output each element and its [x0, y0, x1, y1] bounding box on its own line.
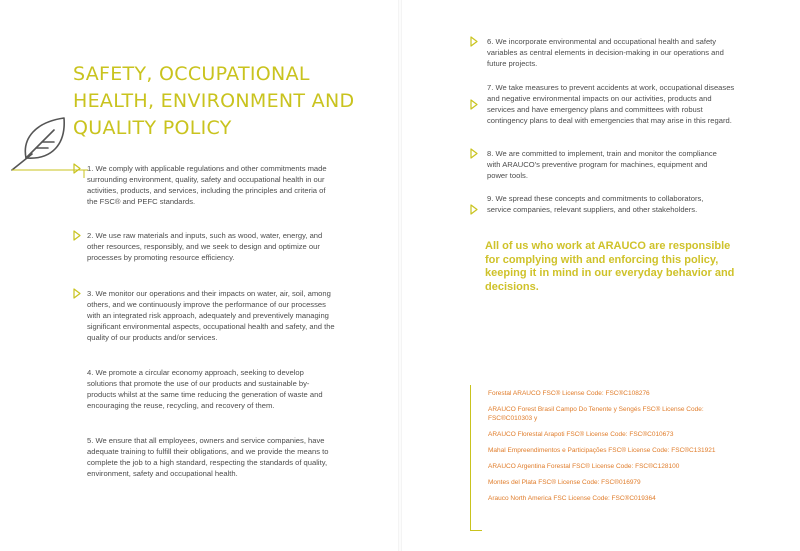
- policy-item-9-text: 9. We spread these concepts and commitments to collaborators, service companies, relevant suppliers, and other stakeholders.: [487, 194, 704, 214]
- policy-item-8: [487, 148, 727, 181]
- triangle-arrow-icon: [73, 288, 81, 299]
- license-item: Montes del Plata FSC® License Code: FSC®016979: [488, 479, 641, 486]
- policy-item-6: [487, 36, 735, 69]
- policy-item-4-text: 4. We promote a circular economy approach, seeking to develop solutions that promote the use of our products and sustainable by-products whilst at the same time reducing the generation of waste and encouraging the reuse, recycling, and recovery of them.: [87, 368, 323, 410]
- license-item: Forestal ARAUCO FSC® License Code: FSC®C108276: [488, 390, 650, 397]
- triangle-arrow-icon: [73, 163, 81, 174]
- policy-item-9: [487, 193, 727, 215]
- license-item: Mahal Empreendimentos e Participações FSC® License Code: FSC®C131921: [488, 447, 716, 454]
- policy-item-3: [87, 288, 335, 343]
- page-gutter: [398, 0, 402, 551]
- closing-statement: All of us who work at ARAUCO are responsible for complying with and enforcing this policy, keeping it in mind in our everyday behavior and decisions.: [485, 240, 735, 293]
- policy-item-2-text: 2. We use raw materials and inputs, such as wood, water, energy, and other resources, responsibly, and we seek to design and optimize our processes by promoting resource efficiency.: [87, 231, 323, 262]
- policy-item-7-text: 7. We take measures to prevent accidents at work, occupational diseases and negative environmental impacts on our activities, products and services and have emergency plans and committees with robust contingency plans to deal with emergencies that may arise in this regard.: [487, 83, 735, 125]
- page-title: SAFETY, OCCUPATIONAL HEALTH, ENVIRONMENT AND QUALITY POLICY: [73, 63, 355, 139]
- policy-item-6-text: 6. We incorporate environmental and occupational health and safety variables as central elements in decision-making in our operations and future projects.: [487, 37, 724, 68]
- policy-item-1: [87, 163, 335, 207]
- license-item: Arauco North America FSC License Code: FSC®C019364: [488, 495, 656, 502]
- triangle-arrow-icon: [470, 204, 478, 215]
- policy-item-4: [87, 367, 335, 411]
- policy-item-7: [487, 82, 737, 126]
- policy-item-5-text: 5. We ensure that all employees, owners and service companies, have adequate training to fulfill their obligations, and we provide the means to complete the job to a high standard, respecting the standards of quality, environment, safety and occupational health.: [87, 436, 329, 478]
- policy-item-1-text: 1. We comply with applicable regulations and other commitments made surrounding environment, quality, safety and occupational health in our activities, products, and services, including the principles and criteria of the FSC® and PEFC standards.: [87, 164, 327, 206]
- triangle-arrow-icon: [470, 99, 478, 110]
- license-divider-line: [470, 385, 471, 531]
- triangle-arrow-icon: [470, 36, 478, 47]
- policy-item-3-text: 3. We monitor our operations and their impacts on water, air, soil, among others, and we continuously improve the performance of our processes with an integrated risk approach, adequately and preventively managing significant environmental aspects, occupational health and safety, and the quality of our products and/or services.: [87, 289, 335, 342]
- license-item: ARAUCO Forest Brasil Campo Do Tenente y Sengés FSC® License Code: FSC®C010303 y: [488, 406, 704, 422]
- license-divider-tick: [470, 530, 482, 531]
- policy-item-5: [87, 435, 335, 479]
- license-list-block: [470, 385, 730, 531]
- license-item: ARAUCO Argentina Forestal FSC® License Code: FSC®C128100: [488, 463, 680, 470]
- license-item: ARAUCO Florestal Arapoti FSC® License Code: FSC®C010673: [488, 431, 674, 438]
- policy-item-2: [87, 230, 325, 263]
- license-list: [488, 389, 728, 510]
- triangle-arrow-icon: [470, 148, 478, 159]
- triangle-arrow-icon: [73, 230, 81, 241]
- policy-item-8-text: 8. We are committed to implement, train and monitor the compliance with ARAUCO's preventive program for machines, equipment and power tools.: [487, 149, 717, 180]
